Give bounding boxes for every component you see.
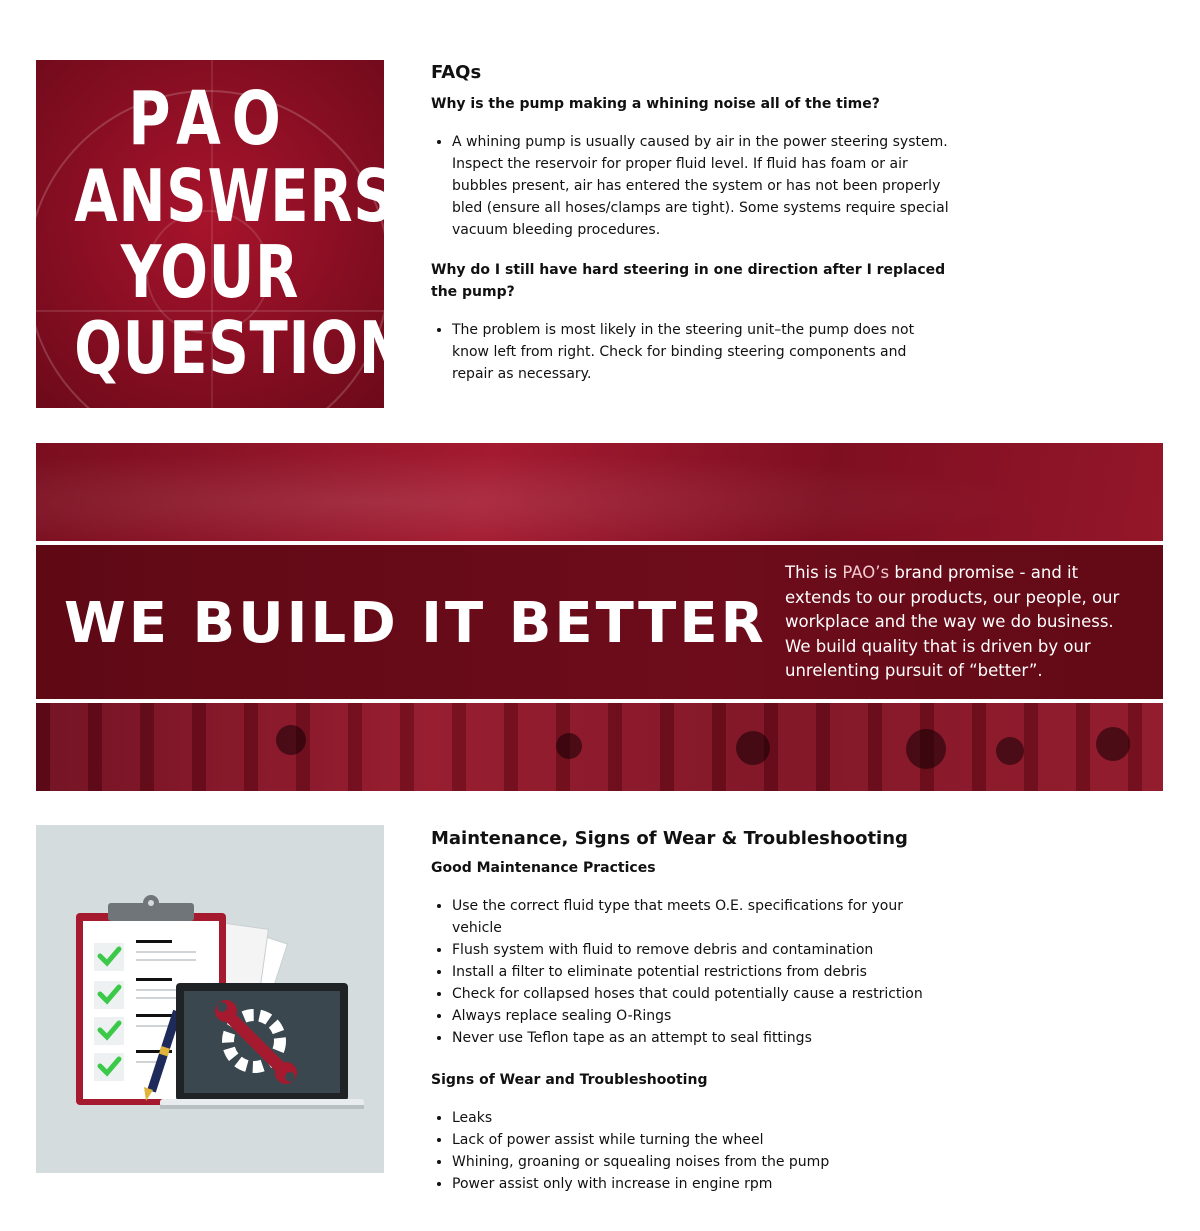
faq-image-line-1: PAO	[128, 76, 292, 162]
maintenance-section	[431, 826, 951, 1215]
faq-answer-1: • A whining pump is usually caused by air in the power steering system. Inspect the reservoir for proper fluid level. If fluid has foam or air bubbles present, air has entered the system or has not been properly bled (ensure all hoses/clamps are tight). Some systems require special vacuum bleeding procedures.	[452, 131, 951, 241]
faq-image-line-2: ANSWERS	[74, 154, 395, 238]
machinery-hole	[1096, 727, 1130, 761]
faq-answer-list-1	[431, 131, 951, 241]
banner-bottom-band	[36, 703, 1163, 791]
banner-copy	[785, 561, 1135, 684]
list-item: • Power assist only with increase in engine rpm	[452, 1173, 951, 1195]
maintenance-practices-list	[431, 895, 951, 1049]
banner-top-band	[36, 443, 1163, 541]
machinery-hole	[276, 725, 306, 755]
banner-copy-brand: PAO’s	[842, 563, 890, 582]
machinery-hole	[556, 733, 582, 759]
list-item: • Whining, groaning or squealing noises from the pump	[452, 1151, 951, 1173]
list-item: • Install a filter to eliminate potential restrictions from debris	[452, 961, 951, 983]
machinery-hole	[906, 729, 946, 769]
faq-image-line-3: YOUR	[120, 230, 300, 314]
faq-answer-2: • The problem is most likely in the steering unit–the pump does not know left from right. Check for binding steering components and repair as necessary.	[452, 319, 951, 385]
faq-question-2: Why do I still have hard steering in one direction after I replaced the pump?	[431, 262, 946, 300]
list-item: • Use the correct fluid type that meets O.E. specifications for your vehicle	[452, 895, 951, 939]
list-item: • Leaks	[452, 1107, 951, 1129]
faq-image-line-4: QUESTIONS	[74, 306, 448, 390]
signs-of-wear-heading: Signs of Wear and Troubleshooting	[431, 1072, 708, 1088]
checklist-laptop-illustration	[36, 825, 384, 1173]
banner-copy-start: This is	[785, 563, 843, 582]
list-item: • Never use Teflon tape as an attempt to seal fittings	[452, 1027, 951, 1049]
list-item: • Flush system with fluid to remove debris and contamination	[452, 939, 951, 961]
banner-copy-end: brand promise - and it extends to our products, our people, our workplace and the way we do business. We build quality that is driven by our unrelenting pursuit of “better”.	[785, 563, 1120, 680]
brand-promise-banner	[36, 443, 1163, 791]
list-item: • Always replace sealing O-Rings	[452, 1005, 951, 1027]
maintenance-practices-heading: Good Maintenance Practices	[431, 860, 656, 876]
faq-banner-image	[36, 60, 448, 408]
faq-section	[431, 60, 951, 403]
maintenance-title: Maintenance, Signs of Wear & Troubleshooting	[431, 828, 908, 849]
signs-of-wear-list	[431, 1107, 951, 1195]
machinery-hole	[736, 731, 770, 765]
list-item: • Lack of power assist while turning the wheel	[452, 1129, 951, 1151]
machinery-hole	[996, 737, 1024, 765]
faq-answer-list-2	[431, 319, 951, 385]
faq-question-1: Why is the pump making a whining noise all of the time?	[431, 96, 880, 112]
maintenance-illustration	[36, 825, 384, 1173]
faq-title: FAQs	[431, 62, 482, 83]
list-item: • Check for collapsed hoses that could potentially cause a restriction	[452, 983, 951, 1005]
banner-headline: WE BUILD IT BETTER	[64, 591, 767, 656]
